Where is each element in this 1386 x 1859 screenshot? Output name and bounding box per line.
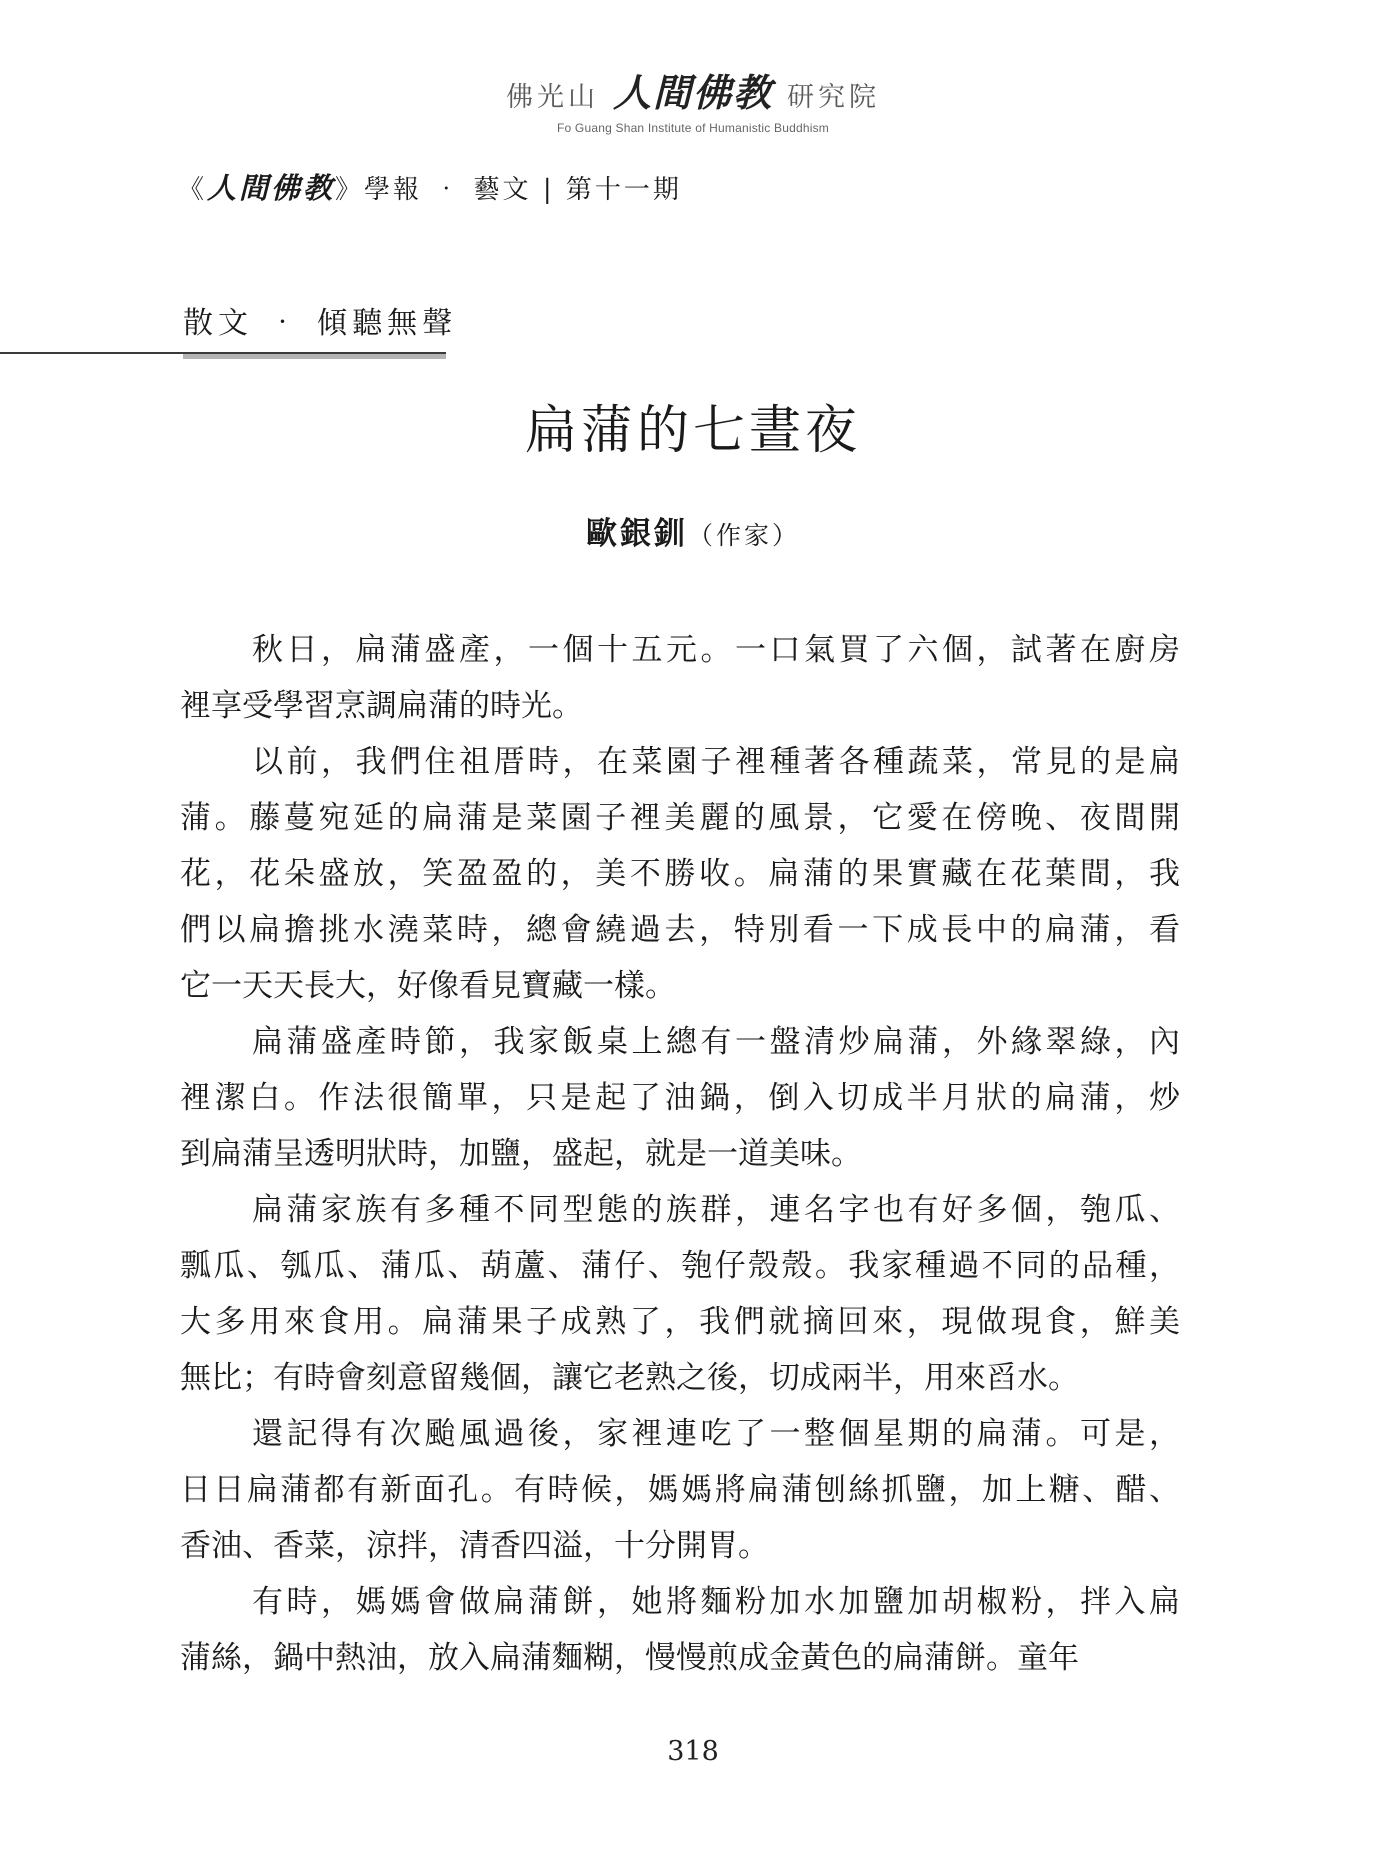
- paragraph-line: 到扁蒲呈透明狀時，加鹽，盛起，就是一道美味。: [180, 1136, 862, 1171]
- paragraph-line: 無比；有時會刻意留幾個，讓它老熟之後，切成兩半，用來舀水。: [180, 1360, 1079, 1395]
- institute-english-name: Fo Guang Shan Institute of Humanistic Buddhism: [556, 121, 829, 135]
- journal-separator: |: [542, 175, 555, 205]
- institute-logo: [506, 62, 880, 117]
- journal-issue: 第十一期: [565, 175, 682, 205]
- paragraph-line: 以前，我們住祖厝時，在菜園子裡種著各種蔬菜，常見的是扁: [252, 744, 1180, 779]
- paragraph-line: 瓢瓜、瓠瓜、蒲瓜、葫蘆、蒲仔、匏仔殼殼。我家種過不同的品種，: [180, 1248, 1180, 1283]
- journal-name: 》學報 ‧ 藝文: [335, 175, 532, 205]
- article-byline: [0, 508, 1386, 553]
- article-body: [180, 622, 1180, 1686]
- article-title: 扁蒲的七晝夜: [524, 401, 861, 461]
- paragraph-line: 它一天天長大，好像看見寶藏一樣。: [180, 968, 676, 1003]
- section-label: 散文 ‧ 傾聽無聲: [183, 306, 458, 341]
- paragraph-line: 蒲絲，鍋中熱油，放入扁蒲麵糊，慢慢煎成金黃色的扁蒲餅。童年: [180, 1640, 1079, 1675]
- paragraph-line: 蒲。藤蔓宛延的扁蒲是菜園子裡美麗的風景，它愛在傍晚、夜間開: [180, 800, 1180, 835]
- paragraph-line: 花，花朵盛放，笑盈盈的，美不勝收。扁蒲的果實藏在花葉間，我: [180, 856, 1180, 891]
- section-rule-shadow: [183, 354, 446, 359]
- paragraph-line: 秋日，扁蒲盛產，一個十五元。一口氣買了六個，試著在廚房: [252, 632, 1180, 667]
- paragraph-line: 們以扁擔挑水澆菜時，總會繞過去，特別看一下成長中的扁蒲，看: [180, 912, 1180, 947]
- institute-prefix: 佛光山: [505, 82, 599, 113]
- journal-open-bracket: 《: [178, 175, 208, 205]
- paragraph-line: 還記得有次颱風過後，家裡連吃了一整個星期的扁蒲。可是，: [252, 1416, 1180, 1451]
- paragraph-line: 裡潔白。作法很簡單，只是起了油鍋，倒入切成半月狀的扁蒲，炒: [180, 1080, 1180, 1115]
- paragraph-line: 裡享受學習烹調扁蒲的時光。: [180, 688, 583, 723]
- journal-brand: 人間佛教: [207, 171, 336, 205]
- institute-brand-calligraphy: 人間佛教: [612, 70, 773, 115]
- institute-header: [0, 62, 1386, 135]
- paragraph-line: 日日扁蒲都有新面孔。有時候，媽媽將扁蒲刨絲抓鹽，加上糖、醋、: [180, 1472, 1180, 1507]
- paragraph-line: 香油、香菜，涼拌，清香四溢，十分開胃。: [180, 1528, 769, 1563]
- paragraph-line: 有時，媽媽會做扁蒲餅，她將麵粉加水加鹽加胡椒粉，拌入扁: [252, 1584, 1180, 1619]
- journal-running-title: [178, 166, 682, 207]
- paragraph-line: 扁蒲家族有多種不同型態的族群，連名字也有好多個，匏瓜、: [252, 1192, 1180, 1227]
- author-name: 歐銀釧: [585, 516, 688, 552]
- institute-suffix: 研究院: [787, 82, 880, 113]
- author-role: （作家）: [687, 521, 800, 550]
- page-number: 318: [667, 1736, 719, 1767]
- paragraph-line: 扁蒲盛產時節，我家飯桌上總有一盤清炒扁蒲，外緣翠綠，內: [252, 1024, 1180, 1059]
- paragraph-line: 大多用來食用。扁蒲果子成熟了，我們就摘回來，現做現食，鮮美: [180, 1304, 1180, 1339]
